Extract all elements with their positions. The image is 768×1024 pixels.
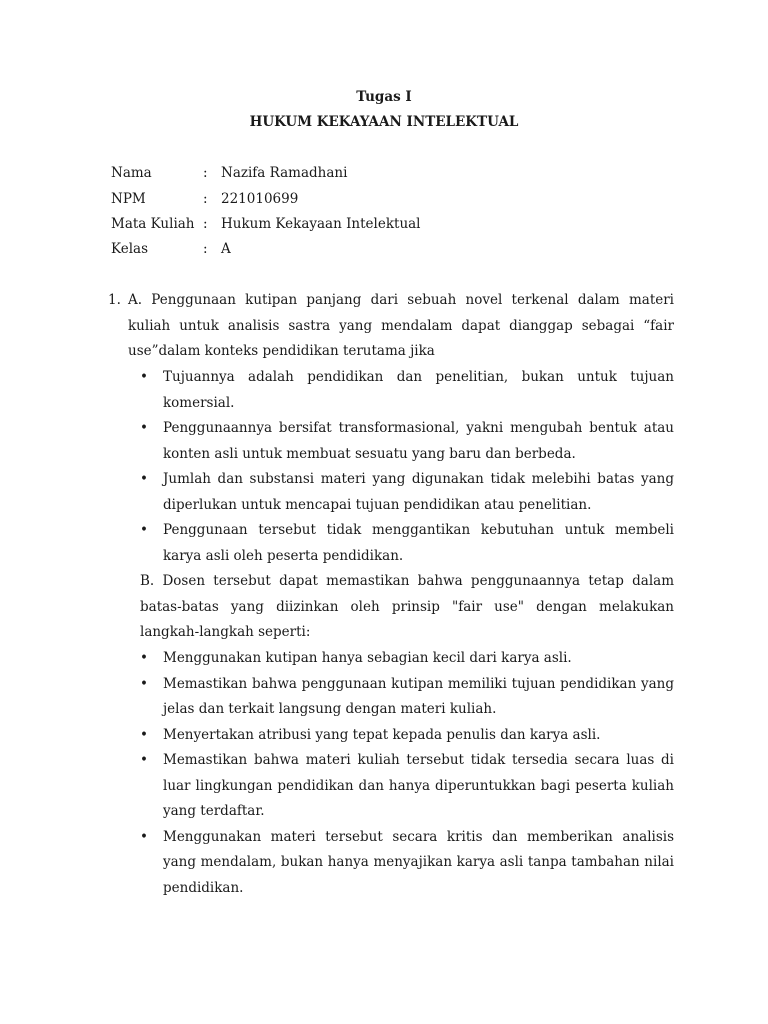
- list-item: [140, 646, 674, 672]
- list-item-text: Menggunakan materi tersebut secara kritis dan memberikan analisis yang mendalam, bukan hanya menyajikan karya asli tanpa tambahan nilai pendidikan.: [163, 828, 674, 896]
- question-1b-list: [140, 646, 674, 901]
- document-title: Tugas I: [356, 89, 412, 105]
- bullet-icon: •: [140, 471, 148, 487]
- bullet-icon: •: [140, 828, 148, 845]
- list-item-text: Tujuannya adalah pendidikan dan penelitian, bukan untuk tujuan komersial.: [163, 369, 674, 411]
- list-item: [140, 672, 674, 723]
- list-item: [140, 518, 674, 569]
- list-item-text: Memastikan bahwa penggunaan kutipan memiliki tujuan pendidikan yang jelas dan terkait langsung dengan materi kuliah.: [163, 675, 674, 717]
- identity-value: Hukum Kekayaan Intelektual: [221, 216, 421, 232]
- bullet-icon: •: [140, 522, 148, 538]
- question-1b-paragraph: B. Dosen tersebut dapat memastikan bahwa penggunaannya tetap dalam batas-batas yang diizinkan oleh prinsip "fair use" dengan melakukan langkah-langkah seperti:: [140, 573, 674, 640]
- bullet-icon: •: [140, 752, 148, 768]
- question-number: 1.: [108, 292, 121, 308]
- document-subtitle: HUKUM KEKAYAAN INTELEKTUAL: [249, 114, 519, 130]
- list-item: [140, 365, 674, 416]
- list-item-text: Menyertakan atribusi yang tepat kepada penulis dan karya asli.: [163, 726, 601, 743]
- identity-label: Kelas: [111, 241, 149, 257]
- identity-colon: :: [203, 191, 208, 207]
- list-item: [140, 416, 674, 467]
- question-1a-list: [140, 365, 674, 569]
- identity-colon: :: [203, 241, 208, 257]
- list-item-text: Jumlah dan substansi materi yang digunakan tidak melebihi batas yang diperlukan untuk mencapai tujuan pendidikan atau penelitian.: [163, 471, 674, 513]
- list-item-text: Memastikan bahwa materi kuliah tersebut tidak tersedia secara luas di luar lingkungan pendidikan dan hanya diperuntukkan bagi peserta kuliah yang terdaftar.: [163, 752, 674, 819]
- bullet-icon: •: [140, 369, 148, 385]
- list-item-text: Penggunaan tersebut tidak menggantikan kebutuhan untuk membeli karya asli oleh peserta pendidikan.: [163, 522, 674, 564]
- identity-label: NPM: [111, 191, 146, 207]
- identity-value: 221010699: [221, 191, 299, 207]
- list-item: [140, 825, 674, 902]
- list-item: [140, 467, 674, 518]
- identity-value: A: [221, 241, 231, 257]
- identity-colon: :: [203, 165, 208, 181]
- bullet-icon: •: [140, 726, 148, 743]
- bullet-icon: •: [140, 675, 148, 692]
- bullet-icon: •: [140, 420, 148, 436]
- list-item-text: Penggunaannya bersifat transformasional, yakni mengubah bentuk atau konten asli untuk membuat sesuatu yang baru dan berbeda.: [163, 420, 674, 462]
- identity-colon: :: [203, 216, 208, 232]
- list-item: [140, 748, 674, 825]
- identity-label: Mata Kuliah: [111, 216, 195, 232]
- list-item-text: Menggunakan kutipan hanya sebagian kecil dari karya asli.: [163, 650, 572, 666]
- bullet-icon: •: [140, 650, 148, 666]
- list-item: [140, 723, 674, 749]
- identity-label: Nama: [111, 165, 152, 181]
- question-1a-paragraph: A. Penggunaan kutipan panjang dari sebuah novel terkenal dalam materi kuliah untuk analisis sastra yang mendalam dapat dianggap sebagai “fair use”dalam konteks pendidikan terutama jika: [128, 292, 674, 359]
- identity-value: Nazifa Ramadhani: [221, 165, 348, 181]
